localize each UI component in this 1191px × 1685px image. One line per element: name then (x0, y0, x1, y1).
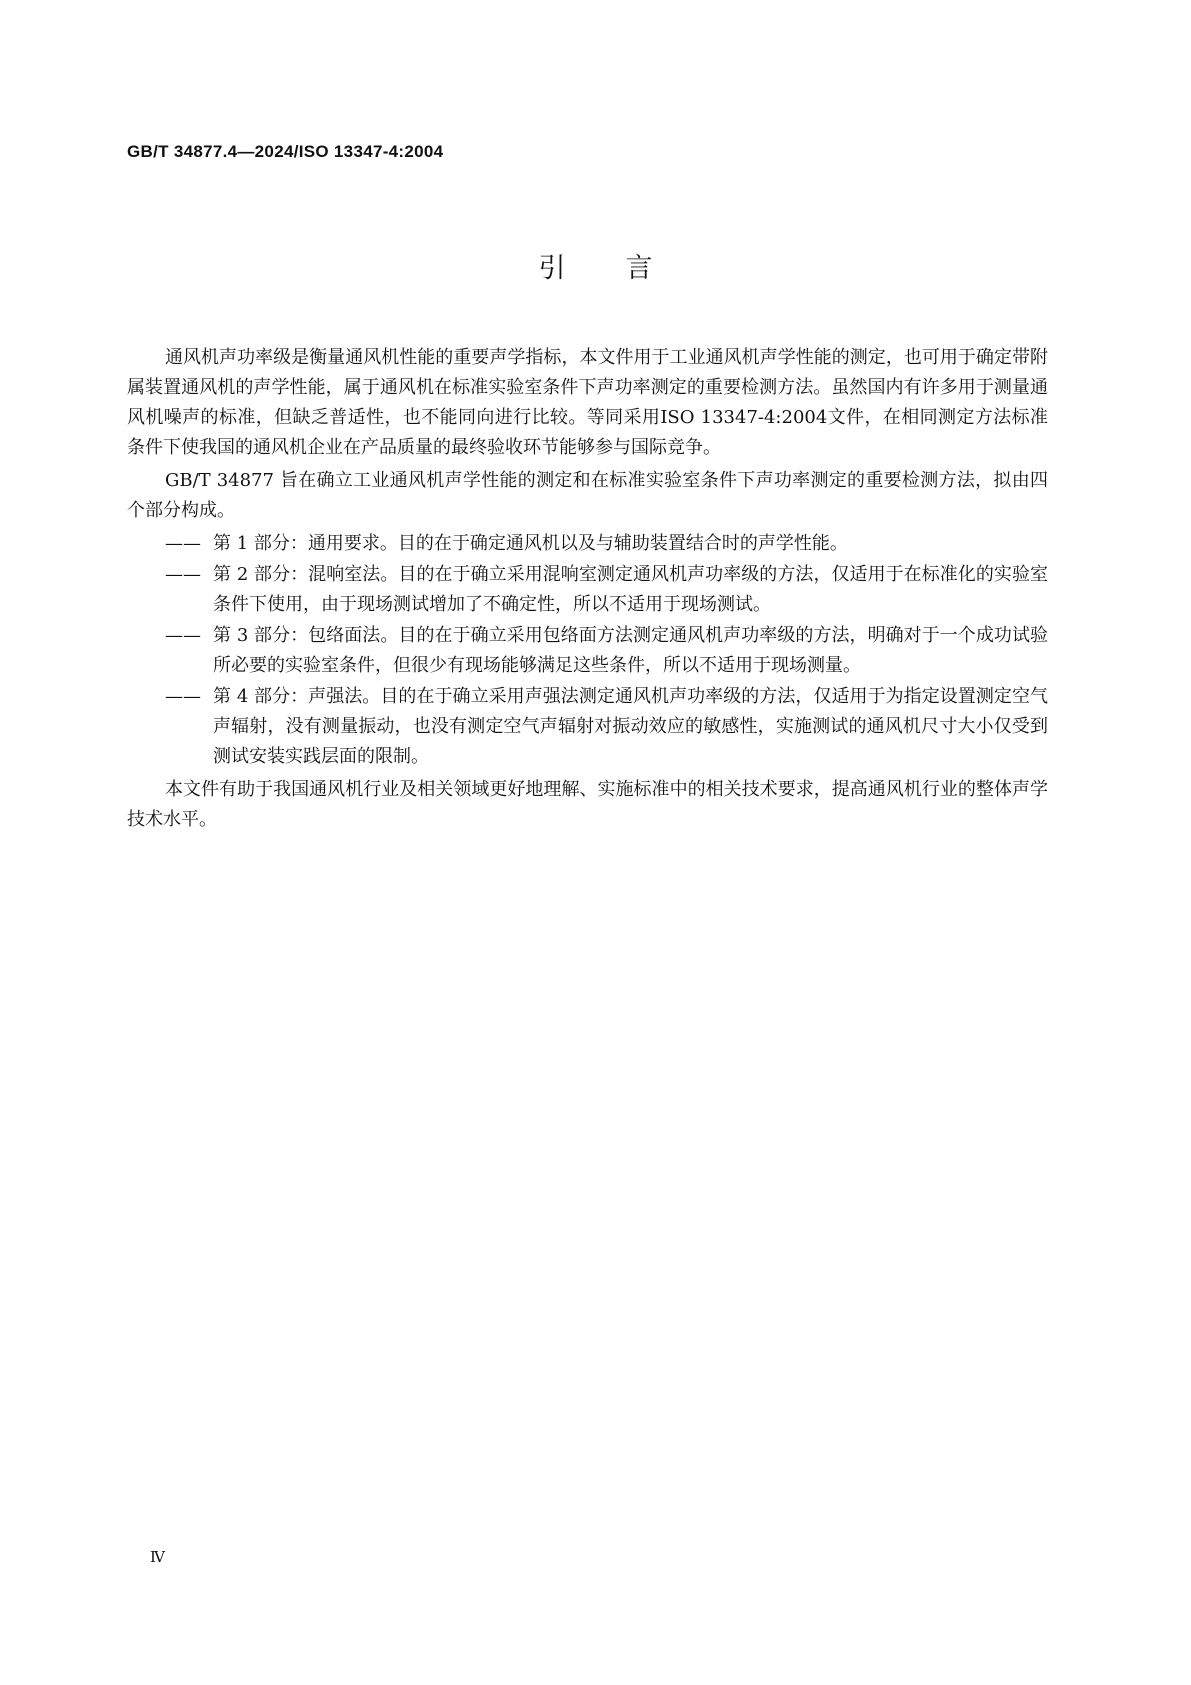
page-title: 引言 (538, 253, 713, 284)
list-item-text: 第 3 部分：包络面法。目的在于确立采用包络面方法测定通风机声功率级的方法，明确对于一个成功试验所必要的实验室条件，但很少有现场能够满足这些条件，所以不适用于现场测量。 (213, 625, 1048, 676)
list-item-part-3 (127, 621, 1048, 681)
list-item-text: 第 4 部分：声强法。目的在于确立采用声强法测定通风机声功率级的方法，仅适用于为指定设置测定空气声辐射，没有测量振动，也没有测定空气声辐射对振动效应的敏感性，实施测试的通风机尺寸大小仅受到测试安装实践层面的限制。 (213, 686, 1048, 767)
paragraph-purpose: 通风机声功率级是衡量通风机性能的重要声学指标，本文件用于工业通风机声学性能的测定，也可用于确定带附属装置通风机的声学性能，属于通风机在标准实验室条件下声功率测定的重要检测方法。虽然国内有许多用于测量通风机噪声的标准，但缺乏普适性，也不能同向进行比较。等同采用ISO 13347-4:2004文件，在相同测定方法标准条件下使我国的通风机企业在产品质量的最终验收环节能够参与国际竞争。 (127, 347, 1048, 458)
paragraph-benefit: 本文件有助于我国通风机行业及相关领域更好地理解、实施标准中的相关技术要求，提高通风机行业的整体声学技术水平。 (127, 779, 1048, 830)
parts-list (127, 529, 1048, 772)
list-dash: —— (165, 625, 201, 646)
list-dash: —— (165, 686, 201, 707)
introduction-body (127, 343, 1048, 838)
list-item-part-4 (127, 682, 1048, 772)
list-dash: —— (165, 533, 201, 554)
list-item-text: 第 1 部分：通用要求。目的在于确定通风机以及与辅助装置结合时的声学性能。 (213, 533, 848, 554)
page-number: Ⅳ (150, 1548, 165, 1566)
list-item-part-1 (127, 529, 1048, 559)
list-dash: —— (165, 564, 201, 585)
paragraph-series-overview: GB/T 34877 旨在确立工业通风机声学性能的测定和在标准实验室条件下声功率测定的重要检测方法，拟由四个部分构成。 (127, 470, 1048, 521)
list-item-part-2 (127, 560, 1048, 620)
standard-code-header: GB/T 34877.4—2024/ISO 13347-4:2004 (127, 142, 444, 161)
list-item-text: 第 2 部分：混响室法。目的在于确立采用混响室测定通风机声功率级的方法，仅适用于在标准化的实验室条件下使用，由于现场测试增加了不确定性，所以不适用于现场测试。 (213, 564, 1048, 615)
